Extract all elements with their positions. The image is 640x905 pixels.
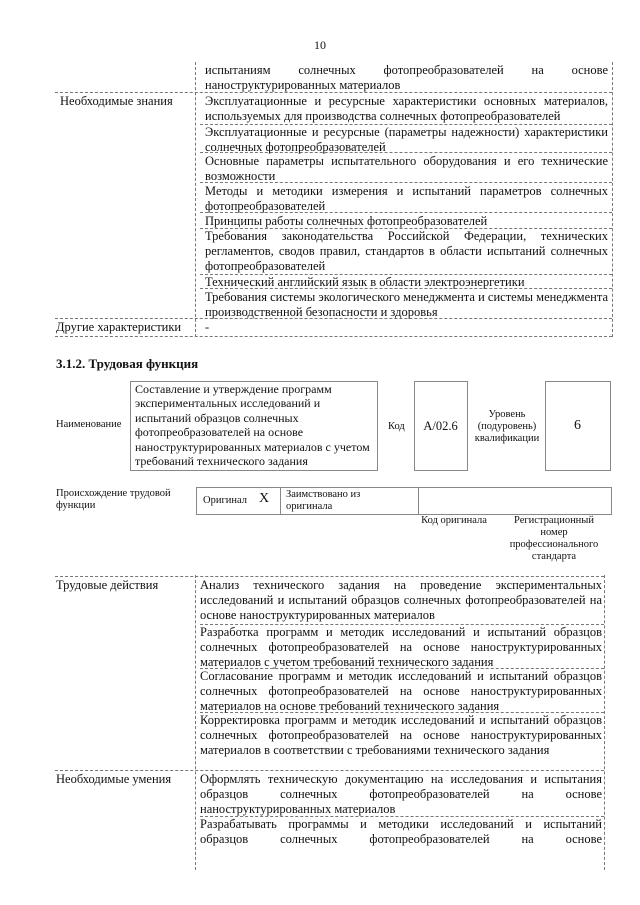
knowledge-item: Основные параметры испытательного оборудования и его технические возможности xyxy=(205,154,608,183)
skill-item: Оформлять техническую документацию на исследования и испытания образцов солнечных фотопреобразователей на основе наноструктурированных материалов xyxy=(200,772,602,816)
code-original-caption: Код оригинала xyxy=(421,515,487,526)
page-number: 10 xyxy=(314,38,326,52)
reg-number-caption: Регистрационный номер профессионального стандарта xyxy=(509,515,599,562)
skills-label: Необходимые умения xyxy=(56,772,172,786)
name-label: Наименование xyxy=(56,419,122,430)
skill-item: Разрабатывать программы и методики исследований и испытаний образцов солнечных фотопреобразователей на основе xyxy=(200,817,602,846)
knowledge-item: Требования системы экологического менеджмента и системы менеджмента производственной безопасности и здоровья xyxy=(205,290,608,319)
knowledge-item: Требования законодательства Российской Федерации, технических регламентов, сводов правил, стандартов в области испытаний солнечных фотопреобразователей xyxy=(205,229,608,273)
level-label: Уровень (подуровень) квалификации xyxy=(474,409,540,444)
knowledge-item: Эксплуатационные и ресурсные (параметры надежности) характеристики солнечных фотопреобразователей xyxy=(205,125,608,154)
function-code: А/02.6 xyxy=(423,419,458,433)
original-mark: X xyxy=(259,491,270,506)
action-item: Согласование программ и методик исследований и испытаний образцов солнечных фотопреобразователей на основе наноструктурированных материалов на основе требований технического задания xyxy=(200,669,602,713)
knowledge-item: Технический английский язык в области электроэнергетики xyxy=(205,275,525,289)
action-item: Анализ технического задания на проведение экспериментальных исследований и испытаний образцов солнечных фотопреобразователей на основе наноструктурированных материалов xyxy=(200,578,602,622)
level-value: 6 xyxy=(574,418,581,433)
other-label: Другие характеристики xyxy=(56,320,182,334)
knowledge-item: Методы и методики измерения и испытаний параметров солнечных фотопреобразователей xyxy=(205,184,608,213)
action-item: Разработка программ и методик исследований и испытаний образцов солнечных фотопреобразователей на основе наноструктурированных материалов с учетом требований технического задания xyxy=(200,625,602,669)
knowledge-label: Необходимые знания xyxy=(60,94,173,108)
origin-label: Происхождение трудовой функции xyxy=(56,488,171,511)
continuation-cell: испытаниям солнечных фотопреобразователей на основе наноструктурированных материалов xyxy=(205,63,608,92)
knowledge-item: Эксплуатационные и ресурсные характеристики основных материалов, используемых для производства солнечных фотопреобразователей xyxy=(205,94,608,123)
original-label: Оригинал xyxy=(203,495,247,506)
action-item: Корректировка программ и методик исследований и испытаний образцов солнечных фотопреобразователей на основе наноструктурированных материалов в соответствии с требованиями технического задания xyxy=(200,713,602,757)
actions-label: Трудовые действия xyxy=(56,578,159,592)
borrowed-label: Заимствовано из оригинала xyxy=(286,489,361,512)
other-value: - xyxy=(205,320,210,334)
function-name: Составление и утверждение программ экспериментальных исследований и испытаний образцов солнечных фотопреобразователей на основе наноструктурированных материалов с учетом требований технического задания xyxy=(135,382,370,469)
code-label: Код xyxy=(388,421,405,432)
section-title: 3.1.2. Трудовая функция xyxy=(56,356,199,371)
knowledge-item: Принципы работы солнечных фотопреобразователей xyxy=(205,214,488,228)
